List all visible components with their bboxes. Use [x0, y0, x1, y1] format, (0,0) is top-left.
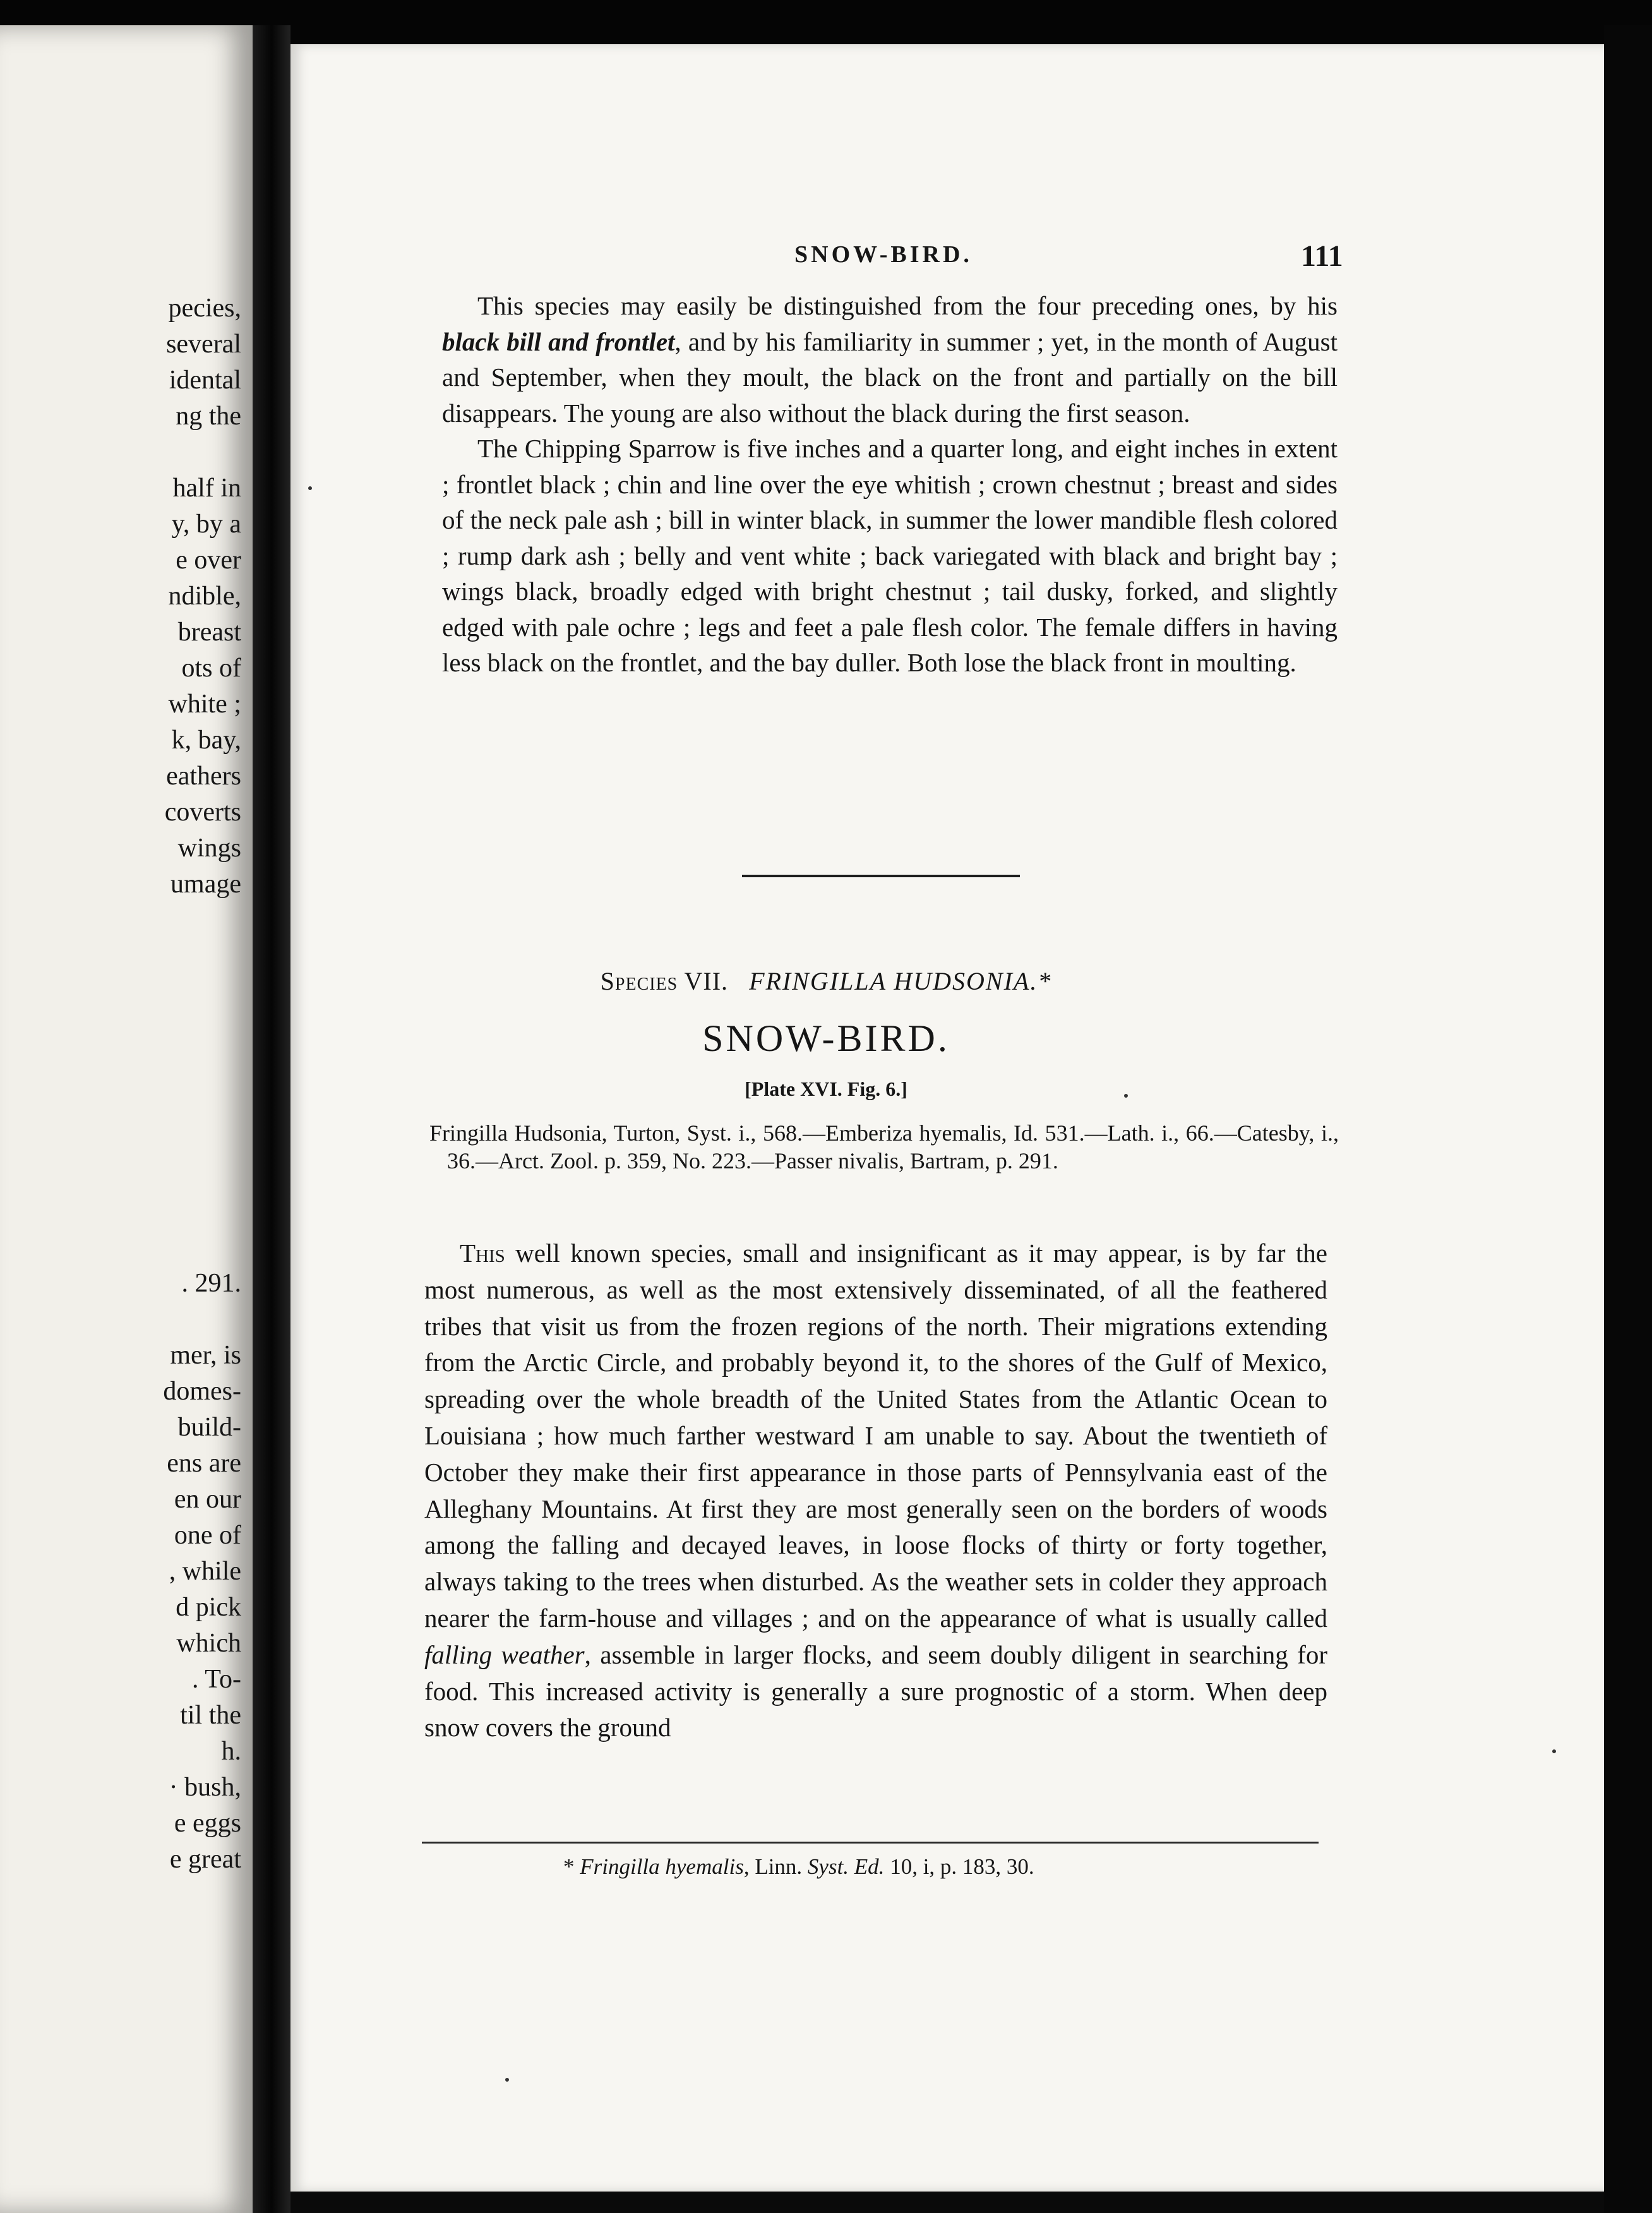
left-page-line: pecies,: [168, 294, 241, 323]
left-page-line: [163, 1302, 241, 1338]
page-number: 111: [1301, 239, 1343, 273]
footnote-italic: Syst. Ed.: [807, 1854, 885, 1879]
left-page-line: d pick: [176, 1593, 241, 1622]
left-page-lower-fragments: [163, 1266, 241, 1878]
paragraph-range-and-habits: This well known species, small and insignificant as it may appear, is by far the most numerous, as well as the most extensively disseminated, of all the feathered tribes that visit us from the frozen regions of the north. Their migrations extending from the Arctic Circle, and probably beyond it, to the shores of the Gulf of Mexico, spreading over the whole breadth of the United States from the Atlantic Ocean to Louisiana ; how much farther westward I am unable to say. About the twentieth of October they make their first appearance in those parts of Pennsylvania east of the Alleghany Mountains. At first they are most generally seen on the borders of woods among the falling and decayed leaves, in loose flocks of thirty or forty together, always taking to the trees when disturbed. As the weather sets in colder they approach nearer the farm-house and villages ; and on the appearance of what is usually called falling weather, assemble in larger flocks, and seem doubly diligent in searching for food. This increased activity is generally a sure prognostic of a storm. When deep snow covers the ground: [424, 1238, 1327, 1742]
chipping-sparrow-text: [442, 288, 1338, 681]
left-page-line: e over: [176, 546, 241, 575]
running-head: SNOW-BIRD.: [794, 241, 973, 268]
scan-speck: [1124, 1094, 1128, 1098]
left-page-line: . To-: [192, 1665, 241, 1694]
left-page-line: mer, is: [170, 1341, 241, 1370]
book-gutter: [253, 25, 290, 2213]
left-page-line: k, bay,: [171, 726, 241, 755]
plate-reference: [Plate XVI. Fig. 6.]: [745, 1077, 907, 1100]
opening-word: This: [460, 1238, 505, 1268]
scan-speck: [308, 486, 312, 490]
left-page-line: ng the: [176, 402, 241, 431]
footnote-rule: [422, 1842, 1319, 1844]
snow-bird-text: [424, 1235, 1327, 1746]
species-number: Species VII.: [600, 967, 729, 995]
left-page-line: e eggs: [174, 1809, 241, 1838]
left-page-line: wings: [177, 834, 241, 863]
left-page-line: [165, 435, 241, 471]
left-page-line: ens are: [167, 1449, 241, 1478]
species-heading: [0, 966, 1652, 996]
italic-phrase: black bill and frontlet: [442, 327, 675, 356]
scan-speck: [1552, 1749, 1556, 1753]
paragraph-description: The Chipping Sparrow is five inches and a quarter long, and eight inches in extent ; frontlet black ; chin and line over the eye whitish ; crown chestnut ; breast and sides of the neck pale ash ; bill in winter black, in summer the lower mandible flesh colored ; rump dark ash ; belly and vent white ; back variegated with black and bright bay ; wings black, broadly edged with bright chestnut ; tail dusky, forked, and slightly edged with pale ochre ; legs and feet a pale flesh color. The female differs in having less black on the frontlet, and the bay duller. Both lose the black front in moulting.: [442, 434, 1338, 677]
left-page-line: white ;: [168, 690, 241, 719]
synonymy-block: [429, 1119, 1339, 1175]
scan-right-border: [1604, 25, 1652, 2213]
section-divider: [742, 875, 1020, 877]
left-page-upper-fragments: [165, 291, 241, 903]
footnote: * Fringilla hyemalis, Linn. Syst. Ed. 10, i, p. 183, 30.: [563, 1854, 1034, 1879]
left-page-line: · bush,: [169, 1773, 241, 1802]
paragraph-distinguishing-marks: This species may easily be distinguished from the four preceding ones, by his black bill and frontlet, and by his familiarity in summer ; yet, in the month of August and September, when they moult, the black on the front and partially on the bill disappears. The young are also without the black during the first season.: [442, 291, 1338, 428]
left-page-line: h.: [221, 1737, 241, 1766]
left-page-line: e great: [169, 1845, 241, 1874]
left-page-line: several: [166, 330, 241, 359]
left-page-line: umage: [171, 870, 241, 899]
species-title: SNOW-BIRD.: [702, 1017, 950, 1059]
left-page-line: breast: [177, 618, 241, 647]
left-page-line: y, by a: [171, 510, 241, 539]
left-page-line: one of: [174, 1521, 241, 1550]
left-page-line: en our: [174, 1485, 241, 1514]
left-page-line: til the: [180, 1701, 241, 1730]
left-page-line: build-: [177, 1413, 241, 1442]
synonymy-text: Fringilla Hudsonia, Turton, Syst. i., 568.—Emberiza hyemalis, Id. 531.—Lath. i., 66.—Catesby, i., 36.—Arct. Zool. p. 359, No. 223.—Passer nivalis, Bartram, p. 291.: [429, 1120, 1339, 1173]
left-page-line: which: [176, 1629, 241, 1658]
left-page-line: . 291.: [181, 1269, 241, 1298]
left-page-line: eathers: [166, 762, 241, 791]
left-page-line: , while: [169, 1557, 241, 1586]
left-page-line: half in: [172, 474, 241, 503]
species-latin-name: FRINGILLA HUDSONIA.*: [749, 967, 1052, 995]
left-page-line: idental: [169, 366, 241, 395]
left-page-line: ots of: [181, 654, 241, 683]
scan-speck: [505, 2078, 509, 2082]
italic-phrase: falling weather: [424, 1640, 585, 1669]
facing-page-left: [0, 25, 253, 2213]
left-page-line: domes-: [163, 1377, 241, 1406]
left-page-line: coverts: [164, 798, 241, 827]
footnote-italic: Fringilla hyemalis: [580, 1854, 744, 1879]
left-page-line: ndible,: [168, 582, 241, 611]
